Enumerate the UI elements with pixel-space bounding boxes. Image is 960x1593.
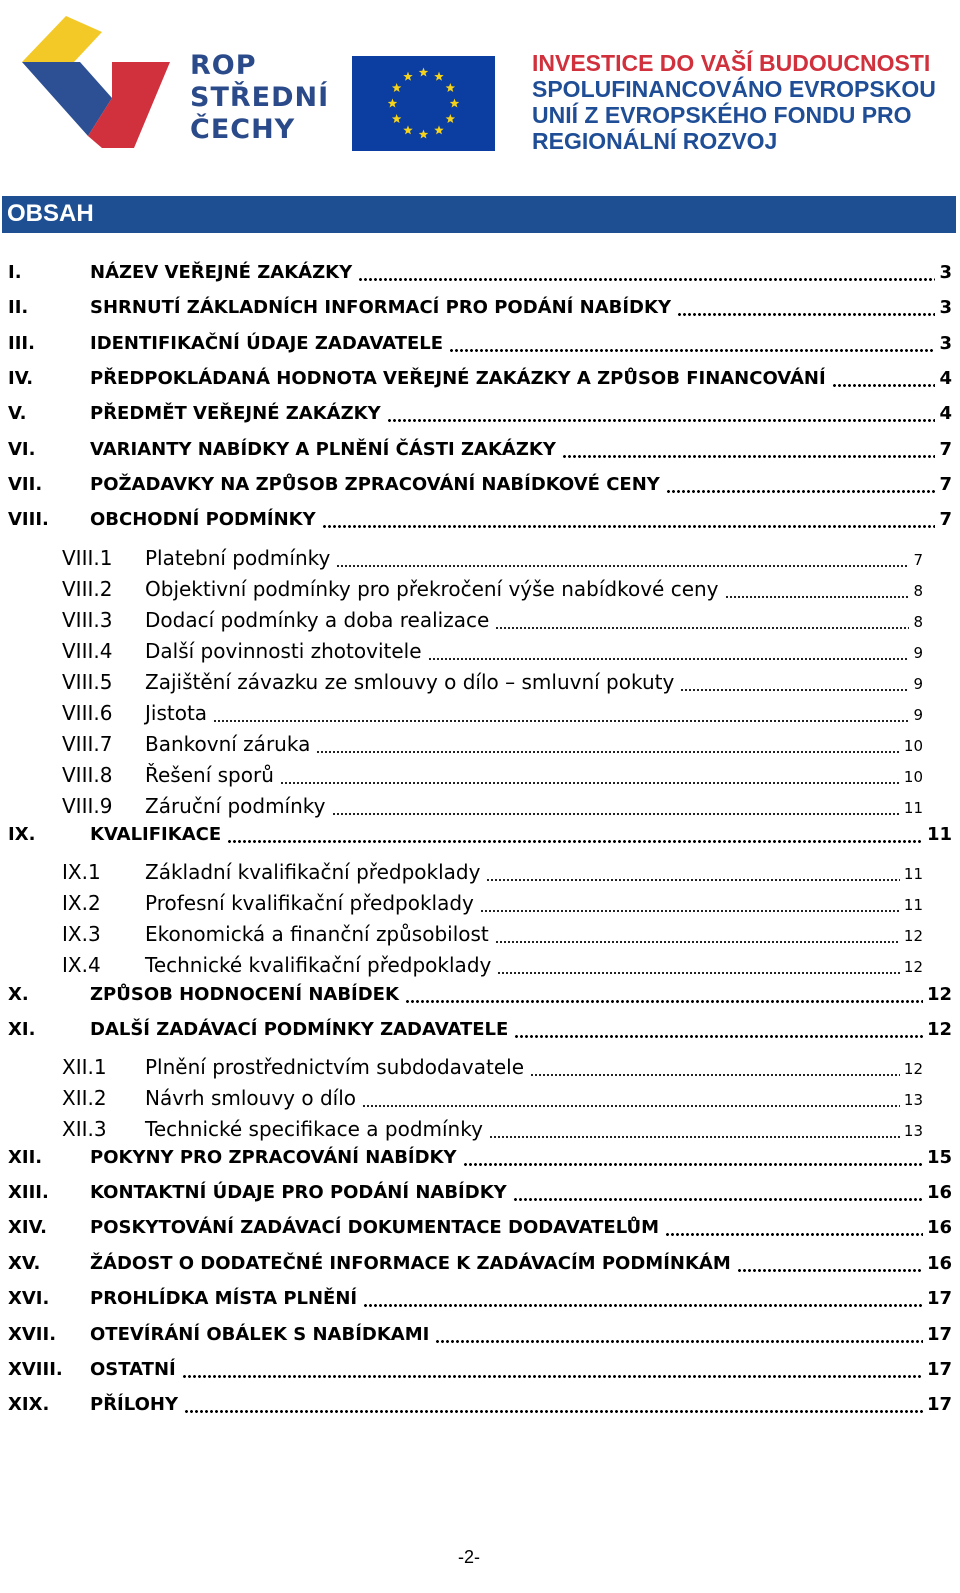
toc-entry[interactable]	[0, 1143, 960, 1173]
toc-entry-title: ZPŮSOB HODNOCENÍ NABÍDEK	[90, 984, 399, 1005]
toc-entry[interactable]	[0, 636, 960, 666]
toc-entry-title: Technické kvalifikační předpoklady	[145, 953, 492, 977]
toc-entry[interactable]	[0, 399, 960, 429]
toc-entry[interactable]	[0, 1249, 960, 1279]
toc-entry-title: Technické specifikace a podmínky	[145, 1117, 483, 1141]
toc-dot-leader	[489, 1114, 900, 1144]
toc-entry-page: 9	[913, 644, 923, 662]
toc-entry-title: Zajištění závazku ze smlouvy o dílo – smluvní pokuty	[145, 670, 675, 694]
toc-entry[interactable]	[0, 470, 960, 500]
toc-dot-leader	[480, 888, 900, 918]
toc-entry-number: XII.3	[62, 1117, 107, 1141]
toc-entry[interactable]	[0, 1320, 960, 1350]
toc-entry-title: POSKYTOVÁNÍ ZADÁVACÍ DOKUMENTACE DODAVATELŮM	[90, 1217, 660, 1238]
toc-entry-title: POŽADAVKY NA ZPŮSOB ZPRACOVÁNÍ NABÍDKOVÉ CENY	[90, 474, 660, 495]
toc-entry[interactable]	[0, 574, 960, 604]
toc-dot-leader	[332, 791, 900, 821]
header-logos	[0, 0, 960, 190]
toc-entry-title: DALŠÍ ZADÁVACÍ PODMÍNKY ZADAVATELE	[90, 1019, 509, 1040]
toc-dot-leader	[435, 1320, 923, 1350]
toc-entry[interactable]	[0, 543, 960, 573]
toc-entry-page: 3	[939, 297, 952, 318]
toc-entry-number: VIII.3	[62, 608, 113, 632]
toc-dot-leader	[562, 435, 935, 465]
toc-entry[interactable]	[0, 980, 960, 1010]
toc-entry-page: 8	[913, 582, 923, 600]
toc-entry-page: 7	[939, 474, 952, 495]
toc-entry-number: XV.	[8, 1253, 41, 1274]
toc-entry-page: 16	[926, 1253, 952, 1274]
toc-entry-title: Záruční podmínky	[145, 794, 326, 818]
toc-entry-page: 7	[913, 551, 923, 569]
toc-entry-page: 12	[903, 927, 923, 945]
toc-entry-title: KVALIFIKACE	[90, 824, 222, 845]
toc-entry[interactable]	[0, 729, 960, 759]
toc-entry[interactable]	[0, 698, 960, 728]
toc-dot-leader	[336, 543, 909, 573]
toc-entry[interactable]	[0, 1083, 960, 1113]
toc-entry-number: XII.2	[62, 1086, 107, 1110]
toc-dot-leader	[665, 1213, 923, 1243]
toc-dot-leader	[495, 605, 909, 635]
toc-dot-leader	[737, 1249, 923, 1279]
toc-entry[interactable]	[0, 857, 960, 887]
toc-entry-page: 11	[926, 824, 952, 845]
toc-entry-page: 17	[926, 1359, 952, 1380]
toc-dot-leader	[227, 820, 923, 850]
toc-entry-page: 9	[913, 675, 923, 693]
toc-dot-leader	[358, 258, 935, 288]
toc-entry-number: III.	[8, 333, 35, 354]
toc-entry[interactable]	[0, 258, 960, 288]
toc-entry-title: Bankovní záruka	[145, 732, 311, 756]
toc-entry-number: VIII.9	[62, 794, 113, 818]
toc-entry[interactable]	[0, 1284, 960, 1314]
toc-entry[interactable]	[0, 293, 960, 323]
toc-entry-page: 17	[926, 1324, 952, 1345]
toc-entry-number: VIII.6	[62, 701, 113, 725]
toc-entry[interactable]	[0, 1178, 960, 1208]
toc-entry-page: 7	[939, 439, 952, 460]
toc-entry-number: VIII.8	[62, 763, 113, 787]
toc-dot-leader	[322, 505, 935, 535]
toc-entry-page: 16	[926, 1182, 952, 1203]
toc-dot-leader	[725, 574, 909, 604]
toc-entry-number: VI.	[8, 439, 36, 460]
toc-entry-number: I.	[8, 262, 22, 283]
toc-entry[interactable]	[0, 1052, 960, 1082]
section-title: OBSAH	[7, 200, 94, 227]
toc-dot-leader	[666, 470, 935, 500]
toc-entry-number: VII.	[8, 474, 43, 495]
toc-dot-leader	[463, 1143, 923, 1173]
toc-dot-leader	[213, 698, 909, 728]
toc-entry-number: IX.	[8, 824, 36, 845]
toc-dot-leader	[497, 950, 900, 980]
toc-dot-leader	[449, 329, 935, 359]
toc-entry-page: 17	[926, 1288, 952, 1309]
toc-entry-number: XVIII.	[8, 1359, 63, 1380]
toc-entry-number: IX.2	[62, 891, 101, 915]
toc-dot-leader	[832, 364, 935, 394]
toc-entry-page: 11	[903, 896, 923, 914]
toc-entry-number: V.	[8, 403, 27, 424]
toc-dot-leader	[280, 760, 900, 790]
toc-entry-page: 11	[903, 865, 923, 883]
toc-entry-number: XII.	[8, 1147, 43, 1168]
toc-entry-title: OBCHODNÍ PODMÍNKY	[90, 509, 316, 530]
toc-dot-leader	[530, 1052, 900, 1082]
toc-entry-title: Návrh smlouvy o dílo	[145, 1086, 356, 1110]
toc-dot-leader	[405, 980, 923, 1010]
toc-entry-number: VIII.5	[62, 670, 113, 694]
toc-entry-title: SHRNUTÍ ZÁKLADNÍCH INFORMACÍ PRO PODÁNÍ NABÍDKY	[90, 297, 671, 318]
toc-dot-leader	[182, 1355, 923, 1385]
toc-entry-title: Platební podmínky	[145, 546, 331, 570]
toc-dot-leader	[486, 857, 900, 887]
toc-entry-title: VARIANTY NABÍDKY A PLNĚNÍ ČÁSTI ZAKÁZKY	[90, 439, 556, 460]
toc-entry-number: VIII.2	[62, 577, 113, 601]
toc-entry[interactable]	[0, 760, 960, 790]
toc-entry[interactable]	[0, 1015, 960, 1045]
toc-entry-page: 12	[926, 984, 952, 1005]
toc-entry-number: IX.1	[62, 860, 101, 884]
toc-entry-number: XIII.	[8, 1182, 49, 1203]
toc-dot-leader	[677, 293, 935, 323]
toc-entry-page: 3	[939, 333, 952, 354]
toc-entry-number: XIV.	[8, 1217, 48, 1238]
toc-entry-number: XVI.	[8, 1288, 50, 1309]
toc-entry-page: 17	[926, 1394, 952, 1415]
toc-entry-number: VIII.	[8, 509, 49, 530]
toc-entry-page: 12	[903, 958, 923, 976]
toc-entry-page: 11	[903, 799, 923, 817]
toc-entry-page: 13	[903, 1091, 923, 1109]
eu-slogan: INVESTICE DO VAŠÍ BUDOUCNOSTI SPOLUFINANCOVÁNO EVROPSKOU UNIÍ Z EVROPSKÉHO FONDU PRO REGIONÁLNÍ ROZVOJ	[532, 50, 936, 154]
toc-entry-page: 4	[939, 368, 952, 389]
toc-entry-title: NÁZEV VEŘEJNÉ ZAKÁZKY	[90, 262, 353, 283]
toc-entry-page: 10	[903, 737, 923, 755]
toc-entry-number: XIX.	[8, 1394, 50, 1415]
toc-entry-title: OTEVÍRÁNÍ OBÁLEK S NABÍDKAMI	[90, 1324, 430, 1345]
toc-entry[interactable]	[0, 919, 960, 949]
toc-entry-page: 12	[903, 1060, 923, 1078]
page-number: -2-	[458, 1547, 480, 1567]
toc-entry-page: 8	[913, 613, 923, 631]
toc-dot-leader	[513, 1178, 923, 1208]
toc-entry-number: IX.3	[62, 922, 101, 946]
toc-entry-number: VIII.4	[62, 639, 113, 663]
toc-entry-title: PŘEDMĚT VEŘEJNÉ ZAKÁZKY	[90, 403, 381, 424]
toc-entry-page: 15	[926, 1147, 952, 1168]
toc-entry[interactable]	[0, 820, 960, 850]
toc-dot-leader	[428, 636, 909, 666]
toc-entry-title: Dodací podmínky a doba realizace	[145, 608, 490, 632]
toc-entry[interactable]	[0, 1390, 960, 1420]
toc-entry-page: 7	[939, 509, 952, 530]
toc-entry-title: Další povinnosti zhotovitele	[145, 639, 422, 663]
toc-entry-page: 4	[939, 403, 952, 424]
toc-entry-title: Jistota	[145, 701, 208, 725]
toc-dot-leader	[495, 919, 900, 949]
toc-entry[interactable]	[0, 791, 960, 821]
toc-dot-leader	[514, 1015, 923, 1045]
toc-entry-title: IDENTIFIKAČNÍ ÚDAJE ZADAVATELE	[90, 333, 444, 354]
toc-entry-title: Základní kvalifikační předpoklady	[145, 860, 481, 884]
toc-entry-number: XVII.	[8, 1324, 57, 1345]
rop-wordmark: ROP STŘEDNÍ ČECHY	[190, 50, 330, 145]
toc-entry-number: VIII.7	[62, 732, 113, 756]
toc-entry-title: Profesní kvalifikační předpoklady	[145, 891, 474, 915]
toc-entry-title: Plnění prostřednictvím subdodavatele	[145, 1055, 525, 1079]
toc-entry-title: Ekonomická a finanční způsobilost	[145, 922, 489, 946]
toc-dot-leader	[362, 1083, 900, 1113]
toc-entry-title: Objektivní podmínky pro překročení výše nabídkové ceny	[145, 577, 719, 601]
toc-entry[interactable]	[0, 1213, 960, 1243]
toc-entry-title: PROHLÍDKA MÍSTA PLNĚNÍ	[90, 1288, 358, 1309]
toc-entry[interactable]	[0, 1355, 960, 1385]
toc-entry-title: Řešení sporů	[145, 763, 274, 787]
toc-entry[interactable]	[0, 1114, 960, 1144]
toc-entry-number: IX.4	[62, 953, 101, 977]
toc-entry-page: 10	[903, 768, 923, 786]
toc-entry-number: XI.	[8, 1019, 36, 1040]
toc-entry-page: 3	[939, 262, 952, 283]
toc-entry-page: 9	[913, 706, 923, 724]
toc-entry-page: 16	[926, 1217, 952, 1238]
toc-dot-leader	[387, 399, 935, 429]
toc-entry-page: 13	[903, 1122, 923, 1140]
toc-entry[interactable]	[0, 888, 960, 918]
toc-dot-leader	[680, 667, 909, 697]
toc-entry[interactable]	[0, 605, 960, 635]
toc-entry-title: PŘEDPOKLÁDANÁ HODNOTA VEŘEJNÉ ZAKÁZKY A ZPŮSOB FINANCOVÁNÍ	[90, 368, 826, 389]
toc-dot-leader	[316, 729, 900, 759]
eu-flag-icon	[352, 56, 495, 151]
toc-entry[interactable]	[0, 364, 960, 394]
toc-entry-title: POKYNY PRO ZPRACOVÁNÍ NABÍDKY	[90, 1147, 457, 1168]
toc-entry-title: OSTATNÍ	[90, 1359, 176, 1380]
toc-dot-leader	[363, 1284, 923, 1314]
toc-entry-number: XII.1	[62, 1055, 107, 1079]
toc-entry-title: PŘÍLOHY	[90, 1394, 178, 1415]
toc-entry-title: KONTAKTNÍ ÚDAJE PRO PODÁNÍ NABÍDKY	[90, 1182, 507, 1203]
toc-entry[interactable]	[0, 667, 960, 697]
toc-entry[interactable]	[0, 505, 960, 535]
toc-entry-number: IV.	[8, 368, 34, 389]
toc-dot-leader	[184, 1390, 923, 1420]
toc-entry[interactable]	[0, 435, 960, 465]
toc-entry-number: VIII.1	[62, 546, 113, 570]
toc-entry[interactable]	[0, 950, 960, 980]
toc-entry-number: X.	[8, 984, 29, 1005]
toc-entry-title: ŽÁDOST O DODATEČNÉ INFORMACE K ZADÁVACÍM PODMÍNKÁM	[90, 1253, 731, 1274]
rop-logo-icon	[22, 16, 182, 156]
toc-entry[interactable]	[0, 329, 960, 359]
toc-entry-number: II.	[8, 297, 29, 318]
toc-entry-page: 12	[926, 1019, 952, 1040]
section-heading-bar	[2, 196, 956, 233]
